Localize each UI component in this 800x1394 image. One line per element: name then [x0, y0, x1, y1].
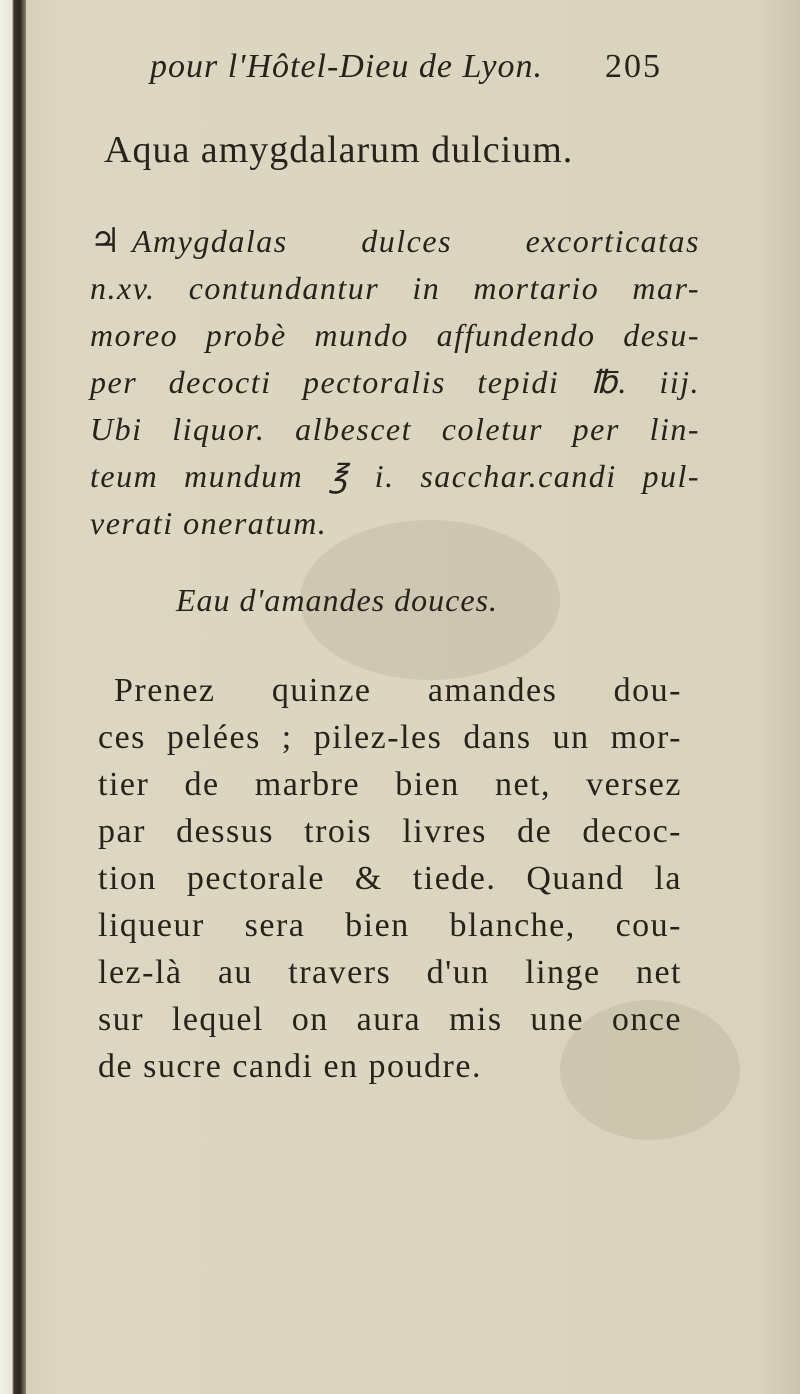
book-binding-edge — [0, 0, 26, 1394]
french-line: lez-là au travers d'un linge net — [98, 954, 682, 991]
latin-recipe-title: Aqua amygdalarum dulcium. — [104, 129, 574, 171]
french-line: de sucre candi en poudre. — [98, 1048, 482, 1085]
french-line: tion pectorale & tiede. Quand la — [98, 860, 682, 897]
latin-line: moreo probè mundo affundendo desu- — [90, 317, 700, 353]
running-head — [150, 48, 690, 98]
latin-line: per decocti pectoralis tepidi ℔. iij. — [90, 364, 700, 400]
french-line: tier de marbre bien net, versez — [98, 766, 682, 803]
french-line: Prenez quinze amandes dou- — [114, 672, 682, 709]
french-recipe-title: Eau d'amandes douces. — [176, 582, 499, 618]
french-recipe-body — [98, 667, 682, 1090]
french-line: ces pelées ; pilez-les dans un mor- — [98, 719, 682, 756]
page-number: 205 — [605, 48, 662, 85]
running-head-title: pour l'Hôtel-Dieu de Lyon. — [150, 48, 543, 85]
latin-line: ♃ Amygdalas dulces excorticatas — [90, 223, 700, 260]
french-line: par dessus trois livres de decoc- — [98, 813, 682, 850]
latin-line: verati oneratum. — [90, 505, 328, 541]
french-line: sur lequel on aura mis une once — [98, 1001, 682, 1038]
latin-recipe-body — [90, 218, 700, 547]
latin-line: Ubi liquor. albescet coletur per lin- — [90, 411, 700, 447]
latin-line: n.xv. contundantur in mortario mar- — [90, 270, 700, 306]
french-line: liqueur sera bien blanche, cou- — [98, 907, 682, 944]
recipe-rx-icon: ♃ — [90, 223, 122, 260]
latin-line: teum mundum ℥ i. sacchar.candi pul- — [90, 458, 700, 494]
